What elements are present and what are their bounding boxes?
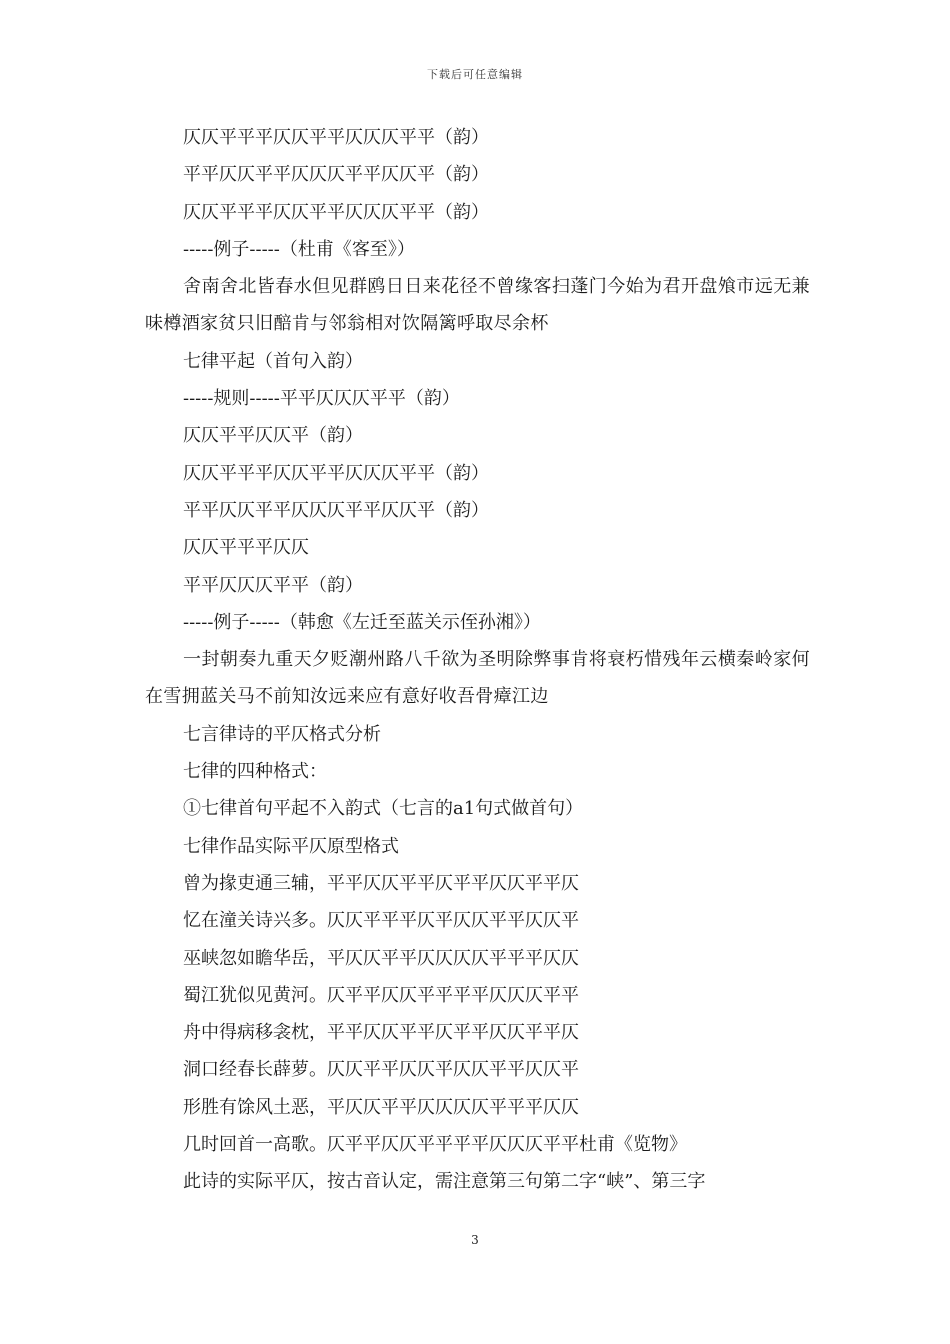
text-line: ①七律首句平起不入韵式（七言的a1句式做首句） [183,798,584,820]
text-line: 仄仄平平仄仄平（韵） [183,425,363,447]
poem-line: 蜀江犹似见黄河。仄平平仄仄平平平平仄仄仄平平 [183,984,579,1006]
section-heading: 七言律诗的平仄格式分析 [183,723,381,745]
page-header: 下载后可任意编辑 [427,68,523,81]
text-line: -----例子-----（杜甫《客至》） [183,238,415,260]
text-line: 七律平起（首句入韵） [183,350,363,372]
poem-line: 舟中得病移衾枕，平平仄仄平平仄平平仄仄平平仄 [183,1022,579,1044]
text-line: 七律的四种格式： [183,761,327,783]
poem-line: 曾为掾吏通三辅，平平仄仄平平仄平平仄仄平平仄 [183,872,579,894]
text-line: 七律作品实际平仄原型格式 [183,835,399,857]
text-line: -----规则-----平平仄仄仄平平（韵） [183,388,460,410]
text-line: 仄仄平平平仄仄平平仄仄仄平平（韵） [183,462,489,484]
text-line: 仄仄平平平仄仄平平仄仄仄平平（韵） [183,127,489,148]
poem-line: 洞口经春长薜萝。仄仄平平仄仄平仄仄平平仄仄平 [183,1059,579,1081]
poem-paragraph: 一封朝奏九重天夕贬潮州路八千欲为圣明除弊事肯将衰朽惜残年云横秦岭家何在雪拥蓝关马不前知汝远来应有意好收吾骨瘴江边 [145,649,810,708]
poem-line: 形胜有馀风土恶，平仄仄平平仄仄仄仄平平平仄仄 [183,1096,579,1118]
text-line: 此诗的实际平仄，按古音认定，需注意第三句第二字“峡”、第三字 [183,1171,706,1193]
page-number: 3 [471,1233,479,1247]
document-body [145,119,810,1201]
text-line: 仄仄平平平仄仄 [183,537,309,559]
text-line: 平平仄仄平平仄仄仄平平仄仄平（韵） [183,499,489,521]
text-line: 平平仄仄平平仄仄仄平平仄仄平（韵） [183,164,489,186]
poem-paragraph: 舍南舍北皆春水但见群鸥日日来花径不曾缘客扫蓬门今始为君开盘飧市远无兼味樽酒家贫只旧醅肯与邻翁相对饮隔篱呼取尽余杯 [145,276,810,335]
text-line: 平平仄仄仄平平（韵） [183,574,363,596]
poem-line: 几时回首一高歌。仄平平仄仄平平平平仄仄仄平平杜甫《览物》 [183,1134,687,1156]
poem-line: 巫峡忽如瞻华岳，平仄仄平平仄仄仄仄平平平仄仄 [183,947,579,969]
poem-line: 忆在潼关诗兴多。仄仄平平平仄平仄仄平平仄仄平 [183,910,579,932]
text-line: -----例子-----（韩愈《左迁至蓝关示侄孙湘》） [183,611,541,633]
text-line: 仄仄平平平仄仄平平仄仄仄平平（韵） [183,201,489,223]
